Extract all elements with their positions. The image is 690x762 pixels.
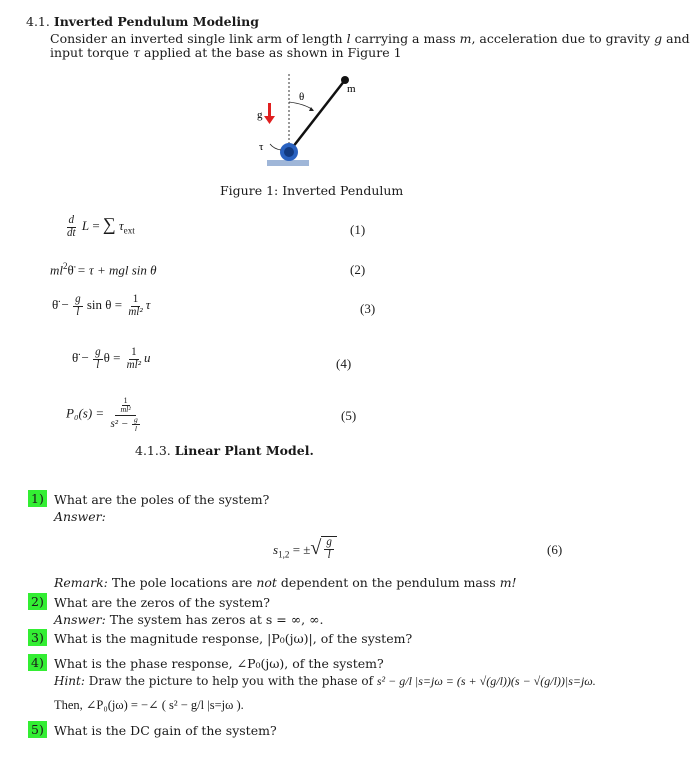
figure-caption: Figure 1: Inverted Pendulum xyxy=(220,183,404,198)
question-3-number: 3) xyxy=(28,629,47,646)
intro-m: m xyxy=(459,31,472,46)
question-2-answer-text: The system has zeros at s = ∞, ∞. xyxy=(109,612,324,627)
figure-label-m: m xyxy=(347,83,356,95)
question-4-text: What is the phase response, ∠P₀(jω), of the system? xyxy=(54,656,384,671)
hint-line xyxy=(54,674,596,689)
eq1-tau: τ xyxy=(119,218,124,233)
section-title: Inverted Pendulum Modeling xyxy=(53,14,259,29)
eq4-theta-eq: θ = xyxy=(103,350,121,366)
equation-2 xyxy=(50,261,157,278)
eq4-g: g xyxy=(95,346,101,358)
question-4-number: 4) xyxy=(28,654,47,671)
question-2-number: 2) xyxy=(28,593,47,610)
intro-text-1c: , acceleration due to gravity xyxy=(471,31,651,46)
question-3-text: What is the magnitude response, |P₀(jω)|, of the system? xyxy=(54,631,413,646)
eq4-one: 1 xyxy=(131,346,137,358)
eq6-s: s xyxy=(273,542,279,558)
eq4-ml2: ml² xyxy=(126,358,142,371)
subsection-number: 4.1.3. xyxy=(135,443,171,458)
question-1-answer-label: Answer: xyxy=(54,509,106,524)
eq3-tau: τ xyxy=(145,297,151,313)
eq1-ext: ext xyxy=(123,225,135,236)
equation-1 xyxy=(64,214,135,239)
intro-l: l xyxy=(346,31,351,46)
section-number: 4.1. xyxy=(26,14,50,29)
equation-5 xyxy=(66,397,144,432)
question-2-answer xyxy=(54,612,323,627)
question-1-text: What are the poles of the system? xyxy=(54,492,270,507)
intro-tau: τ xyxy=(133,45,140,60)
eq5-ml2: ml² xyxy=(120,405,131,415)
figure-label-g: g xyxy=(257,109,263,121)
remark-text-a: The pole locations are xyxy=(111,575,253,590)
intro-text-2a: input torque xyxy=(50,45,130,60)
eq4-number: (4) xyxy=(336,356,352,371)
intro-text-2b: applied at the base as shown in Figure 1 xyxy=(143,45,402,60)
hint-text: Draw the picture to help you with the phase of xyxy=(88,674,374,688)
eq2-number: (2) xyxy=(350,262,366,277)
hint-then: Then, ∠P₀(jω) = −∠ ( s² − g/l |s=jω ). xyxy=(54,698,244,712)
section-heading xyxy=(26,14,259,29)
gravity-arrow-head xyxy=(264,116,275,124)
eq4-l: l xyxy=(96,358,100,371)
intro-text-1: Consider an inverted single link arm of length xyxy=(50,31,343,46)
eq2-ml: ml xyxy=(50,262,63,278)
hint-expr: s² − g/l |s=jω = (s + √(g/l))(s − √(g/l))|s=jω. xyxy=(376,674,596,688)
question-2-text: What are the zeros of the system? xyxy=(54,595,270,610)
eq6-equals: = ± xyxy=(292,542,311,558)
intro-g: g xyxy=(654,31,663,46)
eq1-equals: = xyxy=(92,218,100,233)
intro-line-1 xyxy=(50,31,690,46)
eq1-d: d xyxy=(68,213,75,226)
eq6-number: (6) xyxy=(547,542,563,557)
eq1-sum: ∑ xyxy=(102,214,116,234)
eq2-rhs: = τ + mgl sin θ xyxy=(77,262,157,278)
remark-text-b: dependent on the pendulum mass xyxy=(280,575,496,590)
eq4-theta: θ̈ − xyxy=(72,350,89,366)
equation-4 xyxy=(72,347,151,371)
hint-label: Hint: xyxy=(54,674,85,688)
eq3-sin: sin θ = xyxy=(86,297,123,313)
eq5-number: (5) xyxy=(341,408,357,423)
gravity-arrow-shaft xyxy=(268,103,271,117)
remark-not: not xyxy=(256,575,277,590)
eq6-g: g xyxy=(326,536,332,548)
equation-3 xyxy=(52,294,150,318)
remark xyxy=(54,575,517,590)
eq3-g: g xyxy=(75,293,81,305)
eq6-sub: 1,2 xyxy=(278,549,290,560)
eq4-u: u xyxy=(144,350,151,366)
eq3-theta: θ̈ − xyxy=(52,297,69,313)
eq3-ml2: ml² xyxy=(128,305,143,318)
equation-6: $s_{1,2}$ = ± √ $\frac{g}{l}$ xyxy=(273,536,337,561)
figure-label-theta: θ xyxy=(299,91,305,103)
eq3-number: (3) xyxy=(360,301,376,316)
eq2-sq: 2 xyxy=(63,261,68,271)
eq3-l: l xyxy=(76,305,80,318)
eq1-number: (1) xyxy=(350,222,366,237)
remark-m: m! xyxy=(499,575,517,590)
remark-label: Remark: xyxy=(54,575,108,590)
pendulum-rod xyxy=(289,80,345,152)
eq1-L: L xyxy=(81,218,90,233)
subsection-title: Linear Plant Model. xyxy=(174,443,314,458)
subsection-heading xyxy=(135,443,314,458)
eq5-one: 1 xyxy=(123,396,128,405)
eq6-l: l xyxy=(327,548,331,561)
intro-text-1b: carrying a mass xyxy=(354,31,456,46)
torque-arc xyxy=(270,144,281,150)
intro-text-1d: and xyxy=(666,31,690,46)
eq5-l: l xyxy=(134,423,137,433)
pivot-center xyxy=(284,147,294,157)
theta-arc xyxy=(289,102,313,110)
eq5-den: s² − xyxy=(110,417,129,430)
question-1-number: 1) xyxy=(28,490,47,507)
eq5-g: g xyxy=(134,414,138,424)
question-5-text: What is the DC gain of the system? xyxy=(54,723,277,738)
figure-label-tau: τ xyxy=(259,141,264,153)
eq1-dt: dt xyxy=(67,226,76,239)
eq5-P0: P₀(s) = xyxy=(66,405,105,421)
eq2-theta: θ̈ xyxy=(67,262,74,278)
question-5-number: 5) xyxy=(28,721,47,738)
pendulum-figure xyxy=(255,74,365,170)
eq3-one: 1 xyxy=(132,293,139,305)
question-2-answer-label: Answer: xyxy=(54,612,106,627)
intro-line-2 xyxy=(50,45,402,60)
